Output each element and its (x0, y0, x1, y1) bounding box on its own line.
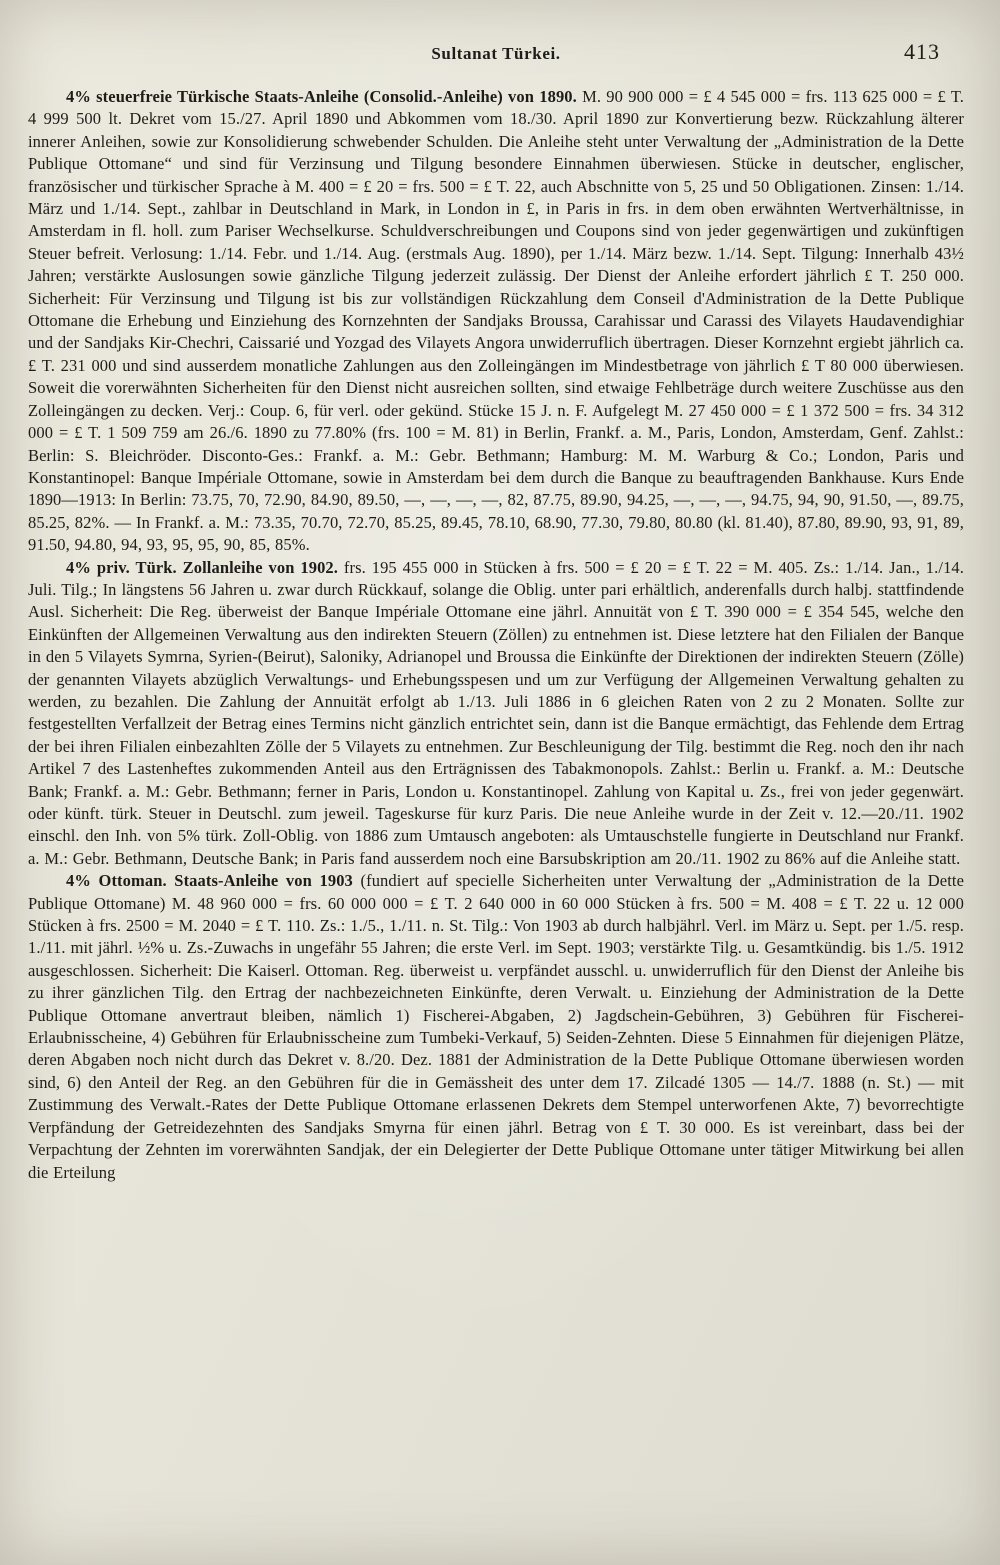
loan-entry-consolid-1890 (28, 86, 964, 557)
loan-entry-text-1890: M. 90 900 000 = £ 4 545 000 = frs. 113 625 000 = £ T. 4 999 500 lt. Dekret vom 15./27. April 1890 und Abkommen vom 18./30. April 1890 zur Konvertierung bezw. Rückzahlung älterer innerer Anleihen, sowie zur Konsolidierung schwebender Schulden. Die Anleihe steht unter Verwaltung der „Administration de la Dette Publique Ottomane“ und sind für Verzinsung und Tilgung besondere Einnahmen überwiesen. Stücke in deutscher, englischer, französischer und türkischer Sprache à M. 400 = £ 20 = frs. 500 = £ T. 22, auch Abschnitte von 5, 25 und 50 Obligationen. Zinsen: 1./14. März und 1./14. Sept., zahlbar in Deutschland in Mark, in London in £, in Paris in frs. in dem oben erwähnten Wertverhältnisse, in Amsterdam in fl. holl. zum Pariser Wechselkurse. Schuldverschreibungen und Coupons sind von jeder gegenwärtigen und zukünftigen Steuer befreit. Verlosung: 1./14. Febr. und 1./14. Aug. (erstmals Aug. 1890), per 1./14. März bezw. 1./14. Sept. Tilgung: Innerhalb 43½ Jahren; verstärkte Auslosungen sowie gänzliche Tilgung jederzeit zulässig. Der Dienst der Anleihe erfordert jährlich £ T. 250 000. Sicherheit: Für Verzinsung und Tilgung ist bis zur vollständigen Rückzahlung dem Conseil d'Administration de la Dette Publique Ottomane die Erhebung und Einziehung des Kornzehnten der Sandjaks Broussa, Carahissar und Carassi des Vilayets Haudavendighiar und der Sandjaks Kir-Chechri, Caissarié und Yozgad des Vilayets Angora unwiderruflich übertragen. Dieser Kornzehnt ergiebt jährlich ca. £ T. 231 000 und sind ausserdem monatliche Zahlungen aus den Zolleingängen im Mindestbetrage von jährlich £ T 80 000 überwiesen. Soweit die vorerwähnten Sicherheiten für den Dienst nicht ausreichen sollten, sind etwaige Fehlbeträge durch weitere Zuschüsse aus den Zolleingängen zu decken. Verj.: Coup. 6, für verl. oder gekünd. Stücke 15 J. n. F. Aufgelegt M. 27 450 000 = £ 1 372 500 = frs. 34 312 000 = £ T. 1 509 759 am 26./6. 1890 zu 77.80% (frs. 100 = M. 81) in Berlin, Frankf. a. M., Paris, London, Amsterdam, Genf. Zahlst.: Berlin: S. Bleichröder. Disconto-Ges.: Frankf. a. M.: Gebr. Bethmann; Hamburg: M. M. Warburg & Co.; London, Paris und Konstantinopel: Banque Impériale Ottomane, sowie in Amsterdam bei dem durch die Banque zu beauftragenden Bankhause. Kurs Ende 1890—1913: In Berlin: 73.75, 70, 72.90, 84.90, 89.50, —, —, —, —, 82, 87.75, 89.90, 94.25, —, —, —, 94.75, 94, 90, 91.50, —, 89.75, 85.25, 82%. — In Frankf. a. M.: 73.35, 70.70, 72.70, 85.25, 89.45, 78.10, 68.90, 77.30, 79.80, 80.80 (kl. 81.40), 87.80, 89.90, 93, 91, 89, 91.50, 94.80, 94, 93, 95, 95, 90, 85, 85%. (28, 87, 964, 555)
page-header (28, 39, 964, 76)
loan-entry-title-1903: 4% Ottoman. Staats-Anleihe von 1903 (66, 871, 353, 891)
loan-entry-text-1903: (fundiert auf specielle Sicherheiten unter Verwaltung der „Administration de la Dette Publique Ottomane) M. 48 960 000 = frs. 60 000 000 = £ T. 2 640 000 in 60 000 Stücken à frs. 500 = M. 408 = £ T. 22 u. 12 000 Stücken à frs. 2500 = M. 2040 = £ T. 110. Zs.: 1./5., 1./11. n. St. Tilg.: Von 1903 ab durch halbjährl. Verl. im März u. Sept. per 1./5. resp. 1./11. mit jährl. ½% u. Zs.-Zuwachs in ungefähr 55 Jahren; die erste Verl. im Sept. 1903; verstärkte Tilg. u. Gesamtkündig. bis 1./5. 1912 ausgeschlossen. Sicherheit: Die Kaiserl. Ottoman. Reg. überweist u. verpfändet ausschl. u. unwiderruflich für den Dienst der Anleihe bis zu ihrer gänzlichen Tilg. den Ertrag der nachbezeichneten Einkünfte, deren Verwalt. u. Einziehung der Administration de la Dette Publique Ottomane anvertraut bleiben, nämlich 1) Fischerei-Abgaben, 2) Jagdschein-Gebühren, 3) Gebühren für Fischerei-Erlaubnisscheine, 4) Gebühren für Erlaubnisscheine zum Tumbeki-Verkauf, 5) Seiden-Zehnten. Diese 5 Einnahmen für diejenigen Plätze, deren Abgaben noch nicht durch das Dekret v. 8./20. Dez. 1881 der Administration de la Dette Publique Ottomane überwiesen worden sind, 6) den Anteil der Reg. an den Gebühren für die in Gemässheit des unter dem 17. Zilcadé 1305 — 14./7. 1888 (n. St.) — mit Zustimmung des Verwalt.-Rates der Dette Publique Ottomane erlassenen Dekrets dem Stempel unterworfenen Akte, 7) bevorrechtigte Verpfändung der Getreidezehnten des Sandjaks Smyrna für einen jährl. Betrag von £ T. 30 000. Es ist vereinbart, dass bei der Verpachtung der Zehnten im vorerwähnten Sandjak, der ein Delegierter der Dette Publique Ottomane unter tätiger Mitwirkung bei allen die Erteilung (28, 871, 964, 1182)
loan-entry-zollanleihe-1902 (28, 557, 964, 871)
loan-entry-title-1902: 4% priv. Türk. Zollanleihe von 1902. (66, 557, 338, 577)
running-title: Sultanat Türkei. (431, 44, 561, 63)
loan-entry-staatsanleihe-1903 (28, 870, 964, 1184)
loan-entry-title-1890: 4% steuerfreie Türkische Staats-Anleihe (Consolid.-Anleihe) von 1890. (66, 87, 577, 106)
loan-entry-text-1902: frs. 195 455 000 in Stücken à frs. 500 = £ 20 = £ T. 22 = M. 405. Zs.: 1./14. Jan., 1./14. Juli. Tilg.; In längstens 56 Jahren u. zwar durch Rückkauf, solange die Oblig. unter pari erhältlich, anderenfalls durch halbj. stattfindende Ausl. Sicherheit: Die Reg. überweist der Banque Impériale Ottomane eine jährl. Annuität von £ T. 390 000 = £ 354 545, welche den Einkünften der Allgemeinen Verwaltung aus den indirekten Steuern (Zöllen) zu entnehmen ist. Diese letztere hat den Filialen der Banque in den 5 Vilayets Symrna, Syrien-(Beirut), Saloniky, Adrianopel und Broussa die Einkünfte der Direktionen der indirekten Steuern (Zölle) der genannten Vilayets abzüglich Verwaltungs- und Erhebungsspesen und um zur Verfügung der Allgemeinen Verwaltung gehalten zu werden, zu bezahlen. Die Zahlung der Annuität erfolgt ab 1./13. Juli 1886 in 6 gleichen Raten von 2 zu 2 Monaten. Sollte zur festgestellten Verfallzeit der Betrag eines Termins nicht gänzlich entrichtet sein, dann ist die Banque ermächtigt, das Fehlende dem Ertrag der bei ihren Filialen einbezahlten Zölle der 5 Vilayets zu entnehmen. Zur Beschleunigung der Tilg. bestimmt die Reg. noch den ihr nach Artikel 7 des Lastenheftes zukommenden Anteil aus den Erträgnissen des Tabakmonopols. Zahlst.: Berlin u. Frankf. a. M.: Deutsche Bank; Frankf. a. M.: Gebr. Bethmann; ferner in Paris, London u. Konstantinopel. Zahlung von Kapital u. Zs., frei von jeder gegenwärt. oder künft. türk. Steuer in Deutschl. zum jeweil. Tageskurse für kurz Paris. Die neue Anleihe wurde in der Zeit v. 12.—20./11. 1902 einschl. den Inh. von 5% türk. Zoll-Oblig. von 1886 zum Umtausch angeboten: als Umtauschstelle fungierte in Deutschland nur Frankf. a. M.: Gebr. Bethmann, Deutsche Bank; in Paris fand ausserdem noch eine Barsubskription am 20./11. 1902 zu 86% auf die Anleihe statt. (28, 557, 964, 868)
page-body (28, 86, 964, 1184)
page-number: 413 (904, 39, 940, 64)
